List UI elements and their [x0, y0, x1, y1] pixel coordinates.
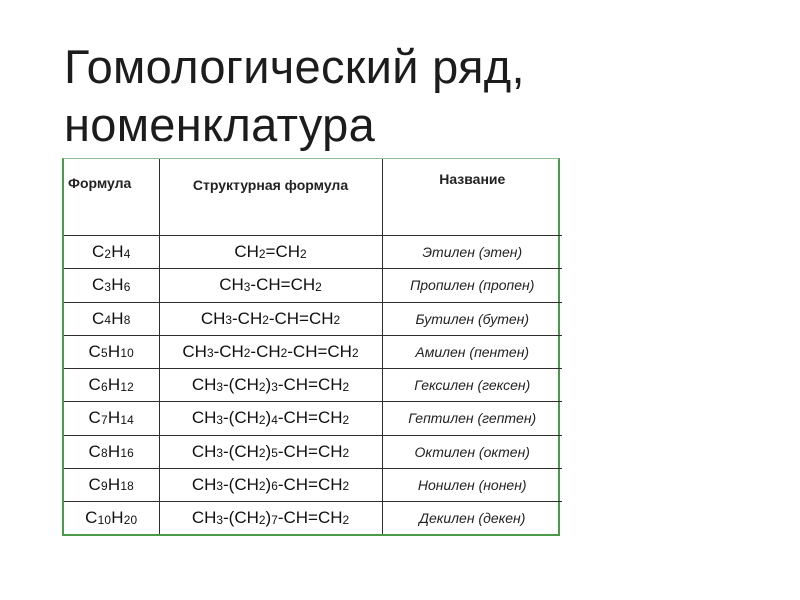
subscript: 3	[216, 512, 224, 527]
table-header-row	[64, 159, 562, 236]
structural-formula-cell: $CH_3-CH_2-CH=CH_2$	[159, 302, 382, 335]
subscript: 3	[216, 412, 224, 427]
compound-name-cell: Этилен (этен)	[382, 236, 562, 269]
subscript: 2	[258, 412, 266, 427]
header-name: Название	[382, 159, 562, 236]
table-row	[64, 236, 562, 269]
molecular-formula-cell: $C_2H_4$	[64, 236, 159, 269]
subscript: 3	[216, 379, 224, 394]
compound-name-cell: Гексилен (гексен)	[382, 369, 562, 402]
molecular-formula-cell: $C_8H_{16}$	[64, 435, 159, 468]
molecular-formula-cell: $C_4H_8$	[64, 302, 159, 335]
molecular-formula-cell: $C_{10}H_{20}$	[64, 502, 159, 535]
subscript: 8	[123, 313, 131, 328]
subscript: 4	[104, 313, 112, 328]
subscript: 3	[271, 379, 278, 394]
subscript: 10	[120, 346, 134, 361]
subscript: 4	[271, 412, 278, 427]
structural-formula-cell: $CH_2=CH_2$	[159, 236, 382, 269]
subscript: 2	[342, 446, 350, 461]
subscript: 20	[123, 512, 138, 527]
subscript: 2	[258, 512, 266, 527]
table-row	[64, 402, 562, 435]
compound-name-cell: Октилен (октен)	[382, 435, 562, 468]
slide-title-line-2: номенклатура	[64, 98, 376, 151]
slide-title-line-1: Гомологический ряд,	[64, 40, 525, 93]
subscript: 6	[101, 379, 108, 394]
subscript: 6	[123, 279, 131, 294]
compound-name-cell: Амилен (пентен)	[382, 335, 562, 368]
subscript: 2	[262, 313, 269, 328]
molecular-formula-cell: $C_7H_{14}$	[64, 402, 159, 435]
compound-name-cell: Бутилен (бутен)	[382, 302, 562, 335]
subscript: 2	[342, 379, 350, 394]
subscript: 7	[101, 412, 108, 427]
molecular-formula-cell: $C_6H_{12}$	[64, 369, 159, 402]
subscript: 2	[243, 346, 251, 361]
table-row	[64, 435, 562, 468]
subscript: 2	[351, 346, 359, 361]
subscript: 4	[123, 246, 131, 261]
subscript: 3	[104, 279, 112, 294]
compound-name-cell: Нонилен (нонен)	[382, 468, 562, 501]
structural-formula-cell: $CH_3-(CH_2)_5-CH=CH_2$	[159, 435, 382, 468]
slide-title	[64, 38, 664, 154]
molecular-formula-cell: $C_9H_{18}$	[64, 468, 159, 501]
subscript: 2	[280, 346, 288, 361]
subscript: 2	[104, 246, 112, 261]
subscript: 5	[101, 346, 108, 361]
subscript: 2	[342, 479, 350, 494]
homologous-series-table	[62, 158, 560, 536]
table-row	[64, 502, 562, 535]
subscript: 18	[120, 479, 134, 494]
compound-name-cell: Пропилен (пропен)	[382, 269, 562, 302]
subscript: 2	[258, 479, 266, 494]
structural-formula-cell: $CH_3-CH_2-CH_2-CH=CH_2$	[159, 335, 382, 368]
subscript: 6	[271, 479, 278, 494]
subscript: 3	[225, 313, 232, 328]
subscript: 14	[120, 412, 134, 427]
subscript: 12	[120, 379, 134, 394]
structural-formula-cell: $CH_3-(CH_2)_6-CH=CH_2$	[159, 468, 382, 501]
structural-formula-cell: $CH_3-(CH_2)_4-CH=CH_2$	[159, 402, 382, 435]
compound-name-cell: Декилен (декен)	[382, 502, 562, 535]
subscript: 2	[342, 512, 350, 527]
subscript: 2	[315, 279, 322, 294]
table-row	[64, 302, 562, 335]
molecular-formula-cell: $C_5H_{10}$	[64, 335, 159, 368]
subscript: 9	[101, 479, 108, 494]
subscript: 2	[258, 379, 266, 394]
structural-formula-cell: $CH_3-(CH_2)_3-CH=CH_2$	[159, 369, 382, 402]
subscript: 2	[333, 313, 341, 328]
structural-formula-cell: $CH_3-CH=CH_2$	[159, 269, 382, 302]
molecular-formula-cell: $C_3H_6$	[64, 269, 159, 302]
subscript: 3	[216, 479, 224, 494]
table-row	[64, 335, 562, 368]
table-row	[64, 468, 562, 501]
subscript: 5	[271, 446, 278, 461]
subscript: 3	[206, 346, 214, 361]
subscript: 2	[300, 246, 307, 261]
subscript: 3	[243, 279, 251, 294]
header-formula: Формула	[64, 159, 159, 236]
subscript: 10	[97, 512, 112, 527]
subscript: 2	[258, 246, 266, 261]
header-structural-formula: Структурная формула	[159, 159, 382, 236]
subscript: 2	[342, 412, 350, 427]
table-row	[64, 369, 562, 402]
table-grid	[64, 159, 562, 534]
subscript: 7	[271, 512, 278, 527]
compound-name-cell: Гептилен (гептен)	[382, 402, 562, 435]
subscript: 3	[216, 446, 224, 461]
table-row	[64, 269, 562, 302]
subscript: 8	[101, 446, 108, 461]
structural-formula-cell: $CH_3-(CH_2)_7-CH=CH_2$	[159, 502, 382, 535]
subscript: 16	[120, 446, 134, 461]
subscript: 2	[258, 446, 266, 461]
table-body	[64, 236, 562, 535]
